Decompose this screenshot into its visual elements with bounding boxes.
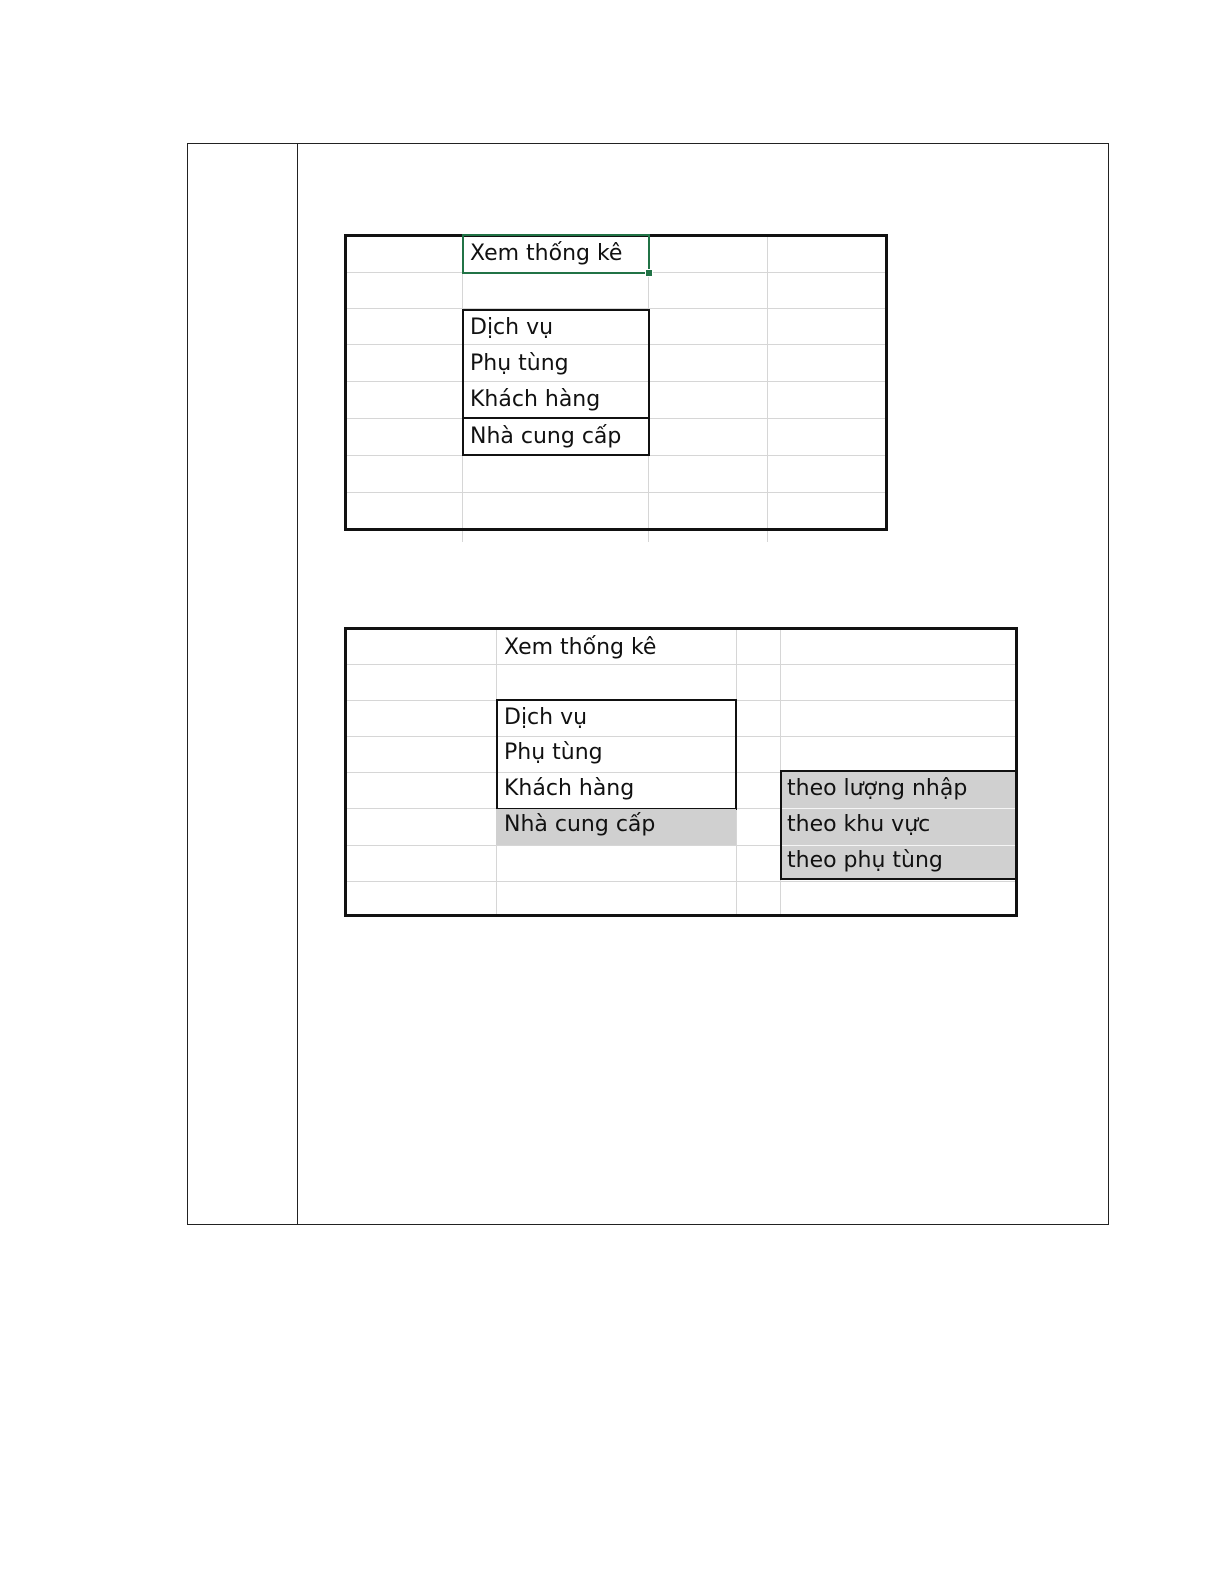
fill-handle[interactable] [645,269,653,277]
submenu-item-theo-luong-nhap[interactable]: theo lượng nhập [787,776,968,801]
menu-item-nha-cung-cap[interactable]: Nhà cung cấp [470,424,622,449]
gridline [344,664,1016,665]
menu-item-dich-vu[interactable]: Dịch vụ [470,315,554,340]
menu-item-dich-vu[interactable]: Dịch vụ [504,705,588,730]
submenu-item-theo-khu-vuc[interactable]: theo khu vực [787,812,931,837]
menu-item-khach-hang[interactable]: Khách hàng [504,776,635,801]
gridline [782,845,1015,846]
spreadsheet-screenshot-1 [344,234,900,544]
sheet-border-bottom [344,914,1018,917]
sheet-border-top [344,627,1018,630]
submenu-item-theo-phu-tung[interactable]: theo phụ tùng [787,848,943,873]
table-column-divider [297,144,298,1224]
spreadsheet-screenshot-2 [344,627,1029,927]
menu-item-khach-hang[interactable]: Khách hàng [470,387,601,412]
cell-title[interactable]: Xem thống kê [470,241,623,266]
menu-item-nha-cung-cap[interactable]: Nhà cung cấp [504,812,656,837]
gridline [344,881,1016,882]
menu-item-phu-tung[interactable]: Phụ tùng [504,740,603,765]
gridline [782,808,1015,809]
sheet-border-left [344,627,347,917]
menu-item-phu-tung[interactable]: Phụ tùng [470,351,569,376]
cell-title[interactable]: Xem thống kê [504,635,657,660]
